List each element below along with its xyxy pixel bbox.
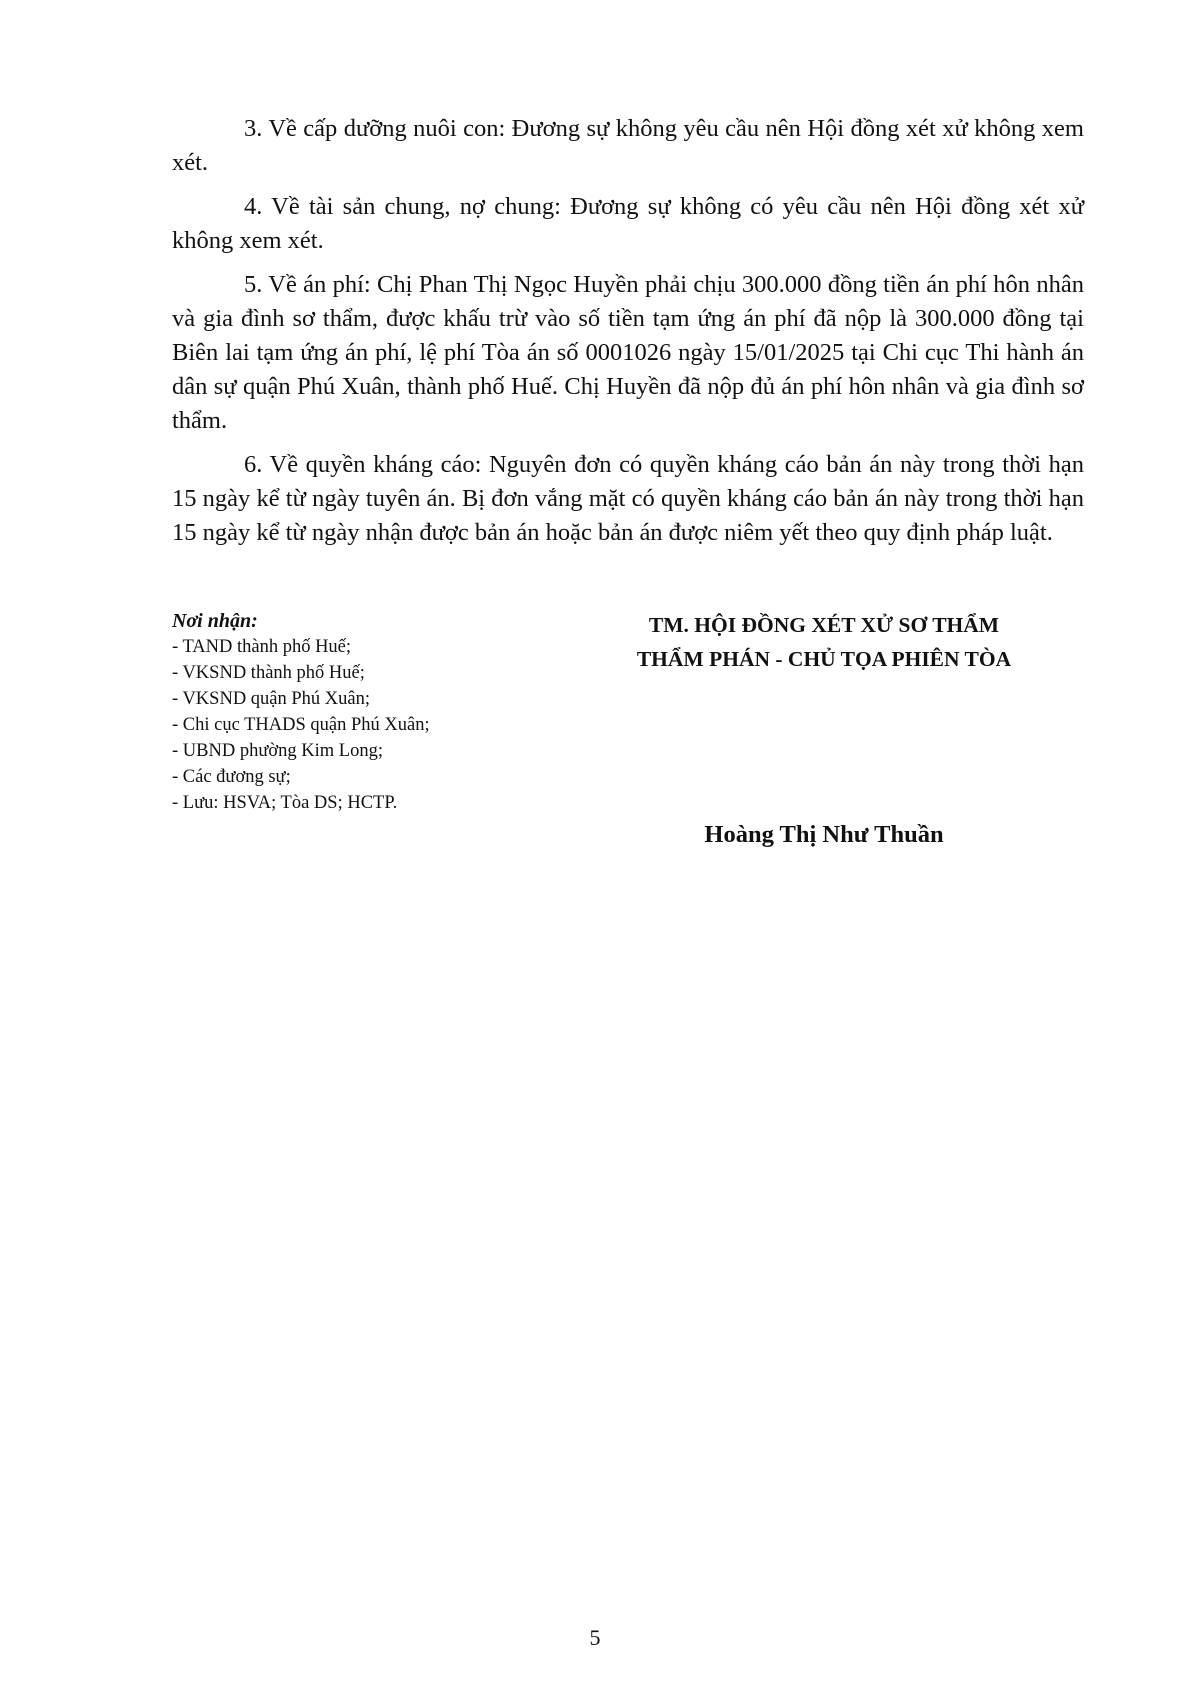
signer-name: Hoàng Thị Như Thuần (704, 821, 944, 848)
page-number: 5 (589, 1625, 601, 1650)
recipient-item: - Các đương sự; (172, 767, 291, 787)
recipients-list (172, 608, 592, 816)
recipient-item: - Lưu: HSVA; Tòa DS; HCTP. (172, 793, 398, 813)
recipient-item: - Chi cục THADS quận Phú Xuân; (172, 715, 430, 735)
paragraph-common-property: 4. Về tài sản chung, nợ chung: Đương sự không có yêu cầu nên Hội đồng xét xử không xem xét. (172, 193, 1084, 254)
recipient-item: - VKSND thành phố Huế; (172, 663, 365, 683)
recipient-item: - UBND phường Kim Long; (172, 741, 383, 761)
signature-block (584, 608, 1064, 676)
recipients-heading: Nơi nhận: (172, 610, 258, 632)
judgment-body (172, 112, 1084, 560)
paragraph-appeal-rights: 6. Về quyền kháng cáo: Nguyên đơn có quyền kháng cáo bản án này trong thời hạn 15 ngày kể từ ngày tuyên án. Bị đơn vắng mặt có quyền kháng cáo bản án này trong thời hạn 15 ngày kể từ ngày nhận được bản án hoặc bản án được niêm yết theo quy định pháp luật. (172, 451, 1084, 546)
recipient-item: - VKSND quận Phú Xuân; (172, 689, 371, 709)
paragraph-child-support: 3. Về cấp dưỡng nuôi con: Đương sự không yêu cầu nên Hội đồng xét xử không xem xét. (172, 115, 1084, 176)
signature-title-line1: TM. HỘI ĐỒNG XÉT XỬ SƠ THẨM (648, 613, 1000, 637)
paragraph-court-fees: 5. Về án phí: Chị Phan Thị Ngọc Huyền phải chịu 300.000 đồng tiền án phí hôn nhân và gia đình sơ thẩm, được khấu trừ vào số tiền tạm ứng án phí đã nộp là 300.000 đồng tại Biên lai tạm ứng án phí, lệ phí Tòa án số 0001026 ngày 15/01/2025 tại Chi cục Thi hành án dân sự quận Phú Xuân, thành phố Huế. Chị Huyền đã nộp đủ án phí hôn nhân và gia đình sơ thẩm. (172, 271, 1084, 434)
signature-title-line2: THẨM PHÁN - CHỦ TỌA PHIÊN TÒA (636, 647, 1012, 671)
recipient-item: - TAND thành phố Huế; (172, 637, 352, 657)
